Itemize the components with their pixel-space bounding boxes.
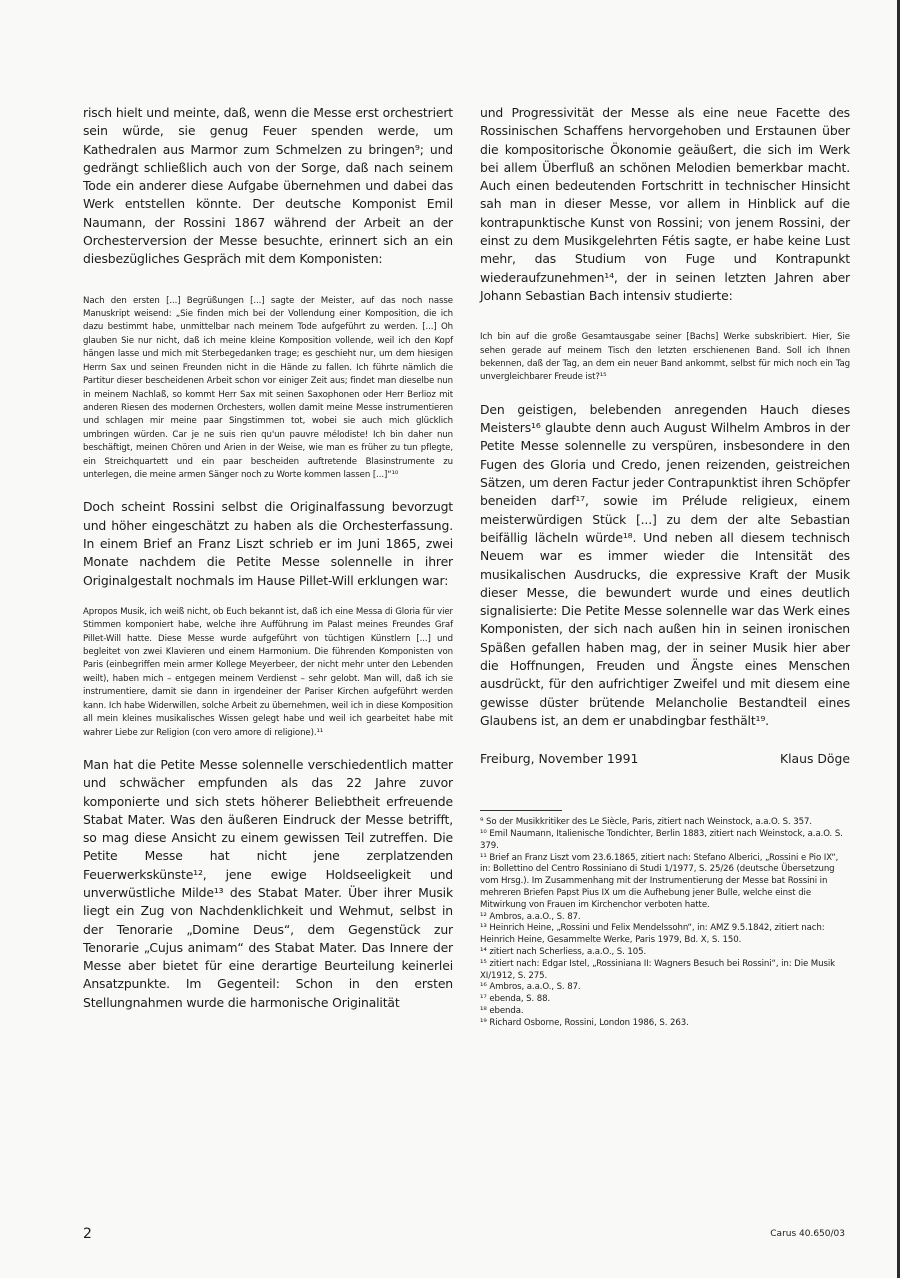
left-column xyxy=(83,104,453,1012)
body-paragraph: und Progressivität der Messe als eine neue Facette des Rossinischen Schaffens hervorgehoben und Erstaunen über die kompositorische Ökonomie geäußert, die sich im Werk bei allem Überfluß an schönen Melodien bemerkbar macht. Auch einen bedeutenden Fortschritt in technischer Hinsicht sah man in dieser Messe, vor allem in Hinblick auf die kontrapunktische Kunst von Rossini; von jenem Rossini, der einst zu dem Musikgelehrten Fétis sagte, er habe keine Lust mehr, das Studium von Fuge und Kontrapunkt wiederaufzunehmen¹⁴, der in seinen letzten Jahren aber Johann Sebastian Bach intensiv studierte: xyxy=(480,105,850,303)
footnote: ¹⁷ ebenda, S. 88. xyxy=(480,994,551,1005)
signature-line xyxy=(480,750,850,768)
catalog-number: Carus 40.650/03 xyxy=(770,1229,845,1239)
footnote: ¹² Ambros, a.a.O., S. 87. xyxy=(480,911,581,922)
footnote: ¹³ Heinrich Heine, „Rossini und Felix Mendelssohn“, in: AMZ 9.5.1842, zitiert nach: Heinrich Heine, Gesammelte Werke, Paris 1979, Bd. X, S. 150. xyxy=(480,923,825,946)
block-quote: Nach den ersten [...] Begrüßungen [...] sagte der Meister, auf das noch nasse Manuskript weisend: „Sie finden mich bei der Vollendung einer Komposition, die ich dazu bestimmt habe, unmittelbar nach meinem Tode aufgeführt zu werden. [...] Oh glauben Sie nur nicht, daß ich meine kleine Komposition vollende, weil ich den Kopf hängen lasse und mich mit Sterbegedanken trage; es geschieht nur, um dem hiesigen Herrn Sax und seinen Freunden nicht in die Hände zu fallen. Ich führte nämlich die Partitur dieser bescheidenen Arbeit schon vor einiger Zeit aus; findet man dieselbe nun in meinem Nachlaß, so kommt Herr Sax mit seinen Saxophonen oder Herr Berlioz mit anderen Riesen des modernen Orchesters, wollen damit meine Messe instrumentieren und schlagen mir meine paar Singstimmen tot, wobei sie auch mich glücklich umbringen würden. Car je ne suis rien qu'un pauvre mélodiste! Ich bin daher nun beschäftigt, meinen Chören und Arien in der Weise, wie man es früher zu tun pflegte, ein Streichquartett und ein paar bescheiden auftretende Blasinstrumente zu unterlegen, die meine armen Sänger noch zu Worte kommen lassen [...]“¹⁰ xyxy=(83,295,453,480)
footnote-divider xyxy=(480,810,562,811)
body-paragraph: Doch scheint Rossini selbst die Originalfassung bevorzugt und höher eingeschätzt zu haben als die Orchesterfassung. In einem Brief an Franz Liszt schrieb er im Juni 1865, zwei Monate nachdem die Petite Messe solennelle in ihrer Originalgestalt nochmals im Hause Pillet-Will erklungen war: xyxy=(83,499,453,588)
place-date: Freiburg, November 1991 xyxy=(480,751,639,767)
footnote: ¹⁸ ebenda. xyxy=(480,1005,524,1016)
footnote: ¹⁴ zitiert nach Scherliess, a.a.O., S. 105. xyxy=(480,947,647,957)
footnote: ¹⁶ Ambros, a.a.O., S. 87. xyxy=(480,982,581,993)
page-number: 2 xyxy=(83,1226,92,1242)
footnote: ⁹ So der Musikkritiker des Le Siècle, Paris, zitiert nach Weinstock, a.a.O. S. 357. xyxy=(480,817,812,828)
body-paragraph: Man hat die Petite Messe solennelle verschiedentlich matter und schwächer empfunden als das 22 Jahre zuvor komponierte und sich stets höherer Beliebtheit erfreuende Stabat Mater. Was den äußeren Eindruck der Messe betrifft, so mag diese Ansicht zu einem gewissen Teil zutreffen. Die Petite Messe hat nicht jene zerplatzenden Feuerwerkskünste¹², jene ewige Holdseeligkeit und unverwüstliche Milde¹³ des Stabat Mater. Über ihrer Musik liegt ein Zug von Nachdenklichkeit und Wehmut, selbst in der Tenorarie „Domine Deus“, dem Gegenstück zur Tenorarie „Cujus animam“ des Stabat Mater. Das Innere der Messe aber bietet für eine derartige Beurteilung keinerlei Ansatzpunkte. Im Gegenteil: Schon in den ersten Stellungnahmen wurde die harmonische Originalität xyxy=(83,756,453,1010)
author-name: Klaus Döge xyxy=(779,751,850,767)
body-paragraph: risch hielt und meinte, daß, wenn die Messe erst orchestriert sein würde, sie genug Feuer spenden werde, um Kathedralen aus Marmor zum Schmelzen zu bringen⁹; und gedrängt schließlich auch von der Sorge, daß nach seinem Tode ein anderer diese Aufgabe übernehmen und dabei das Werk entstellen könnte. Der deutsche Komponist Emil Naumann, der Rossini 1867 während der Arbeit an der Orchesterversion der Messe besuchte, erinnert sich an ein diesbezügliches Gespräch mit dem Komponisten: xyxy=(83,105,453,267)
footnote: ¹¹ Brief an Franz Liszt vom 23.6.1865, zitiert nach: Stefano Alberici, „Rossini e Pio IX“, in: Bollettino del Centro Rossiniano di Studi 1/1977, S. 25/26 (deutsche Übersetzung vom Hrsg.). Im Zusammenhang mit der Instrumentierung der Messe bat Rossini in mehreren Briefen Papst Pius IX um die Aufhebung jener Bulle, welche einst die Mitwirkung von Frauen im Kirchenchor verboten hatte. xyxy=(480,852,839,910)
footnote: ¹⁵ zitiert nach: Edgar Istel, „Rossiniana II: Wagners Besuch bei Rossini“, in: Die Musik XI/1912, S. 275. xyxy=(480,958,836,981)
footnotes xyxy=(480,817,850,1029)
right-column xyxy=(480,104,850,1030)
block-quote: Apropos Musik, ich weiß nicht, ob Euch bekannt ist, daß ich eine Messa di Gloria für vier Stimmen komponiert habe, welche ihre Aufführung im Palast meines Freundes Graf Pillet-Will hatte. Diese Messe wurde aufgeführt von tüchtigen Künstlern [...] und begleitet von zwei Klavieren und einem Harmonium. Die führenden Komponisten von Paris (einbegriffen mein armer Kollege Meyerbeer, der nicht mehr unter den Lebenden weilt), haben mich – entgegen meinem Verdienst – sehr gelobt. Man will, daß ich sie instrumentiere, damit sie dann in irgendeiner der Pariser Kirchen aufgeführt werden kann. Ich habe Widerwillen, solche Arbeit zu übernehmen, weil ich in diese Komposition all mein kleines musikalisches Wissen gelegt habe und weil ich gearbeitet habe mit wahrer Liebe zur Religion (con vero amore di religione).¹¹ xyxy=(83,606,453,738)
block-quote: Ich bin auf die große Gesamtausgabe seiner [Bachs] Werke subskribiert. Hier, Sie sehen gerade auf meinem Tisch den letzten erschienenen Band. Soll ich Ihnen bekennen, daß der Tag, an dem ein neuer Band ankommt, selbst für mich noch ein Tag unvergleichbarer Freude ist?¹⁵ xyxy=(480,332,850,383)
footnote: ¹⁰ Emil Naumann, Italienische Tondichter, Berlin 1883, zitiert nach Weinstock, a.a.O. S. 379. xyxy=(480,829,843,851)
footnote: ¹⁹ Richard Osborne, Rossini, London 1986, S. 263. xyxy=(480,1017,689,1028)
body-paragraph: Den geistigen, belebenden anregenden Hauch dieses Meisters¹⁶ glaubte denn auch August Wilhelm Ambros in der Petite Messe solennelle zu verspüren, insbesondere in den Fugen des Gloria und Credo, jenen reizenden, geistreichen Sätzen, um deren Factur jeder Contrapunktist ihren Schöpfer beneiden darf¹⁷, sowie im Prélude religieux, einem meisterwürdigen Stück [...] zu dem der alte Sebastian beifällig lächeln würde¹⁸. Und neben all diesem technisch Neuem war es immer wieder die Intensität des musikalischen Ausdrucks, die expressive Kraft der Musik dieser Messe, die bewundert wurde und eines deutlich signalisierte: Die Petite Messe solennelle war das Werk eines Komponisten, der sich nach außen hin in seinen ironischen Späßen gefallen haben mag, der in seiner Musik hier aber die Hoffnungen, Freuden und Ängste eines Menschen ausdrückt, für den aufrichtiger Zweifel und mit diesem eine gewisse düster brütende Melancholie Bestandteil eines Glaubens ist, an dem er unabdingbar festhält¹⁹. xyxy=(480,401,850,728)
